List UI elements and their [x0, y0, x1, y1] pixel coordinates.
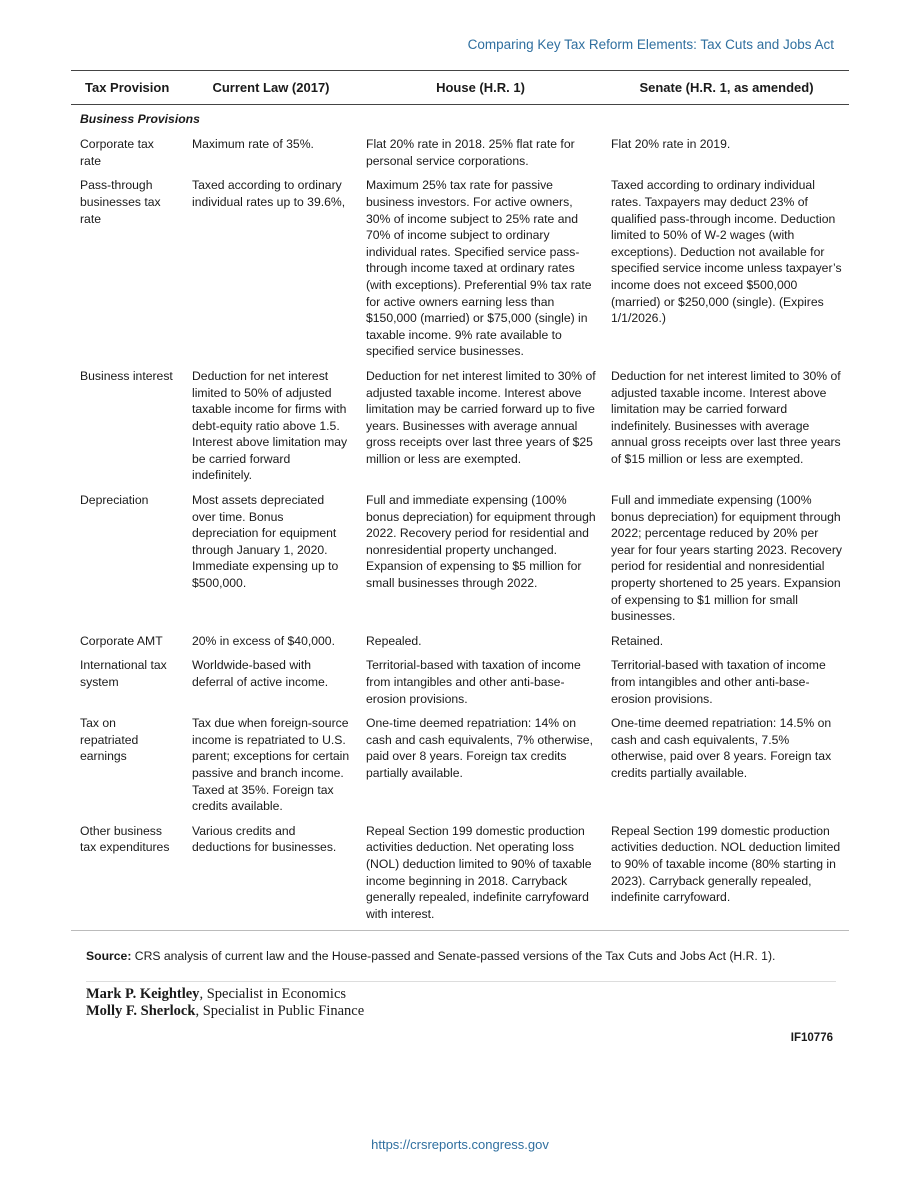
column-header-house: House (H.R. 1) [357, 71, 602, 104]
author-name: Molly F. Sherlock [86, 1003, 196, 1019]
cell-current-law: Taxed according to ordinary individual rates up to 39.6%, [192, 178, 346, 209]
cell-current-law: Deduction for net interest limited to 50% of adjusted taxable income for firms with debt-equity ratio above 1.5. Interest above limitation may be carried forward indefinitely. [192, 368, 348, 483]
cell-current-law: Tax due when foreign-source income is repatriated to U.S. parent; exceptions for certain passive and branch income. Taxed at 35%. Foreign tax credits available. [192, 716, 350, 814]
cell-senate: Territorial-based with taxation of income from intangibles and other anti-base-erosion provisions. [611, 658, 826, 706]
cell-current-law: 20% in excess of $40,000. [192, 633, 335, 648]
section-label-business-provisions: Business Provisions [80, 111, 200, 126]
table-row [71, 657, 849, 715]
author-entry [86, 986, 364, 1003]
cell-senate: Flat 20% rate in 2019. [611, 137, 731, 152]
running-header-title: Comparing Key Tax Reform Elements: Tax Cuts and Jobs Act [467, 37, 834, 52]
cell-provision: Business interest [80, 368, 173, 383]
source-note [86, 949, 836, 963]
cell-provision: Tax on repatriated earnings [80, 716, 139, 764]
cell-provision: Corporate tax rate [80, 137, 154, 168]
cell-house: Maximum 25% tax rate for passive business investors. For active owners, 30% of income subject to 25% rate and 70% of income subject to ordinary individual rates. Specified service pass-through income taxed at ordinary rates (with exceptions). Preferential 9% tax rate for active owners earning less than $150,000 (married) or $75,000 (single) in taxable income. 9% rate available to specified service businesses. [366, 178, 592, 359]
cell-house: Flat 20% rate in 2018. 25% flat rate for personal service corporations. [366, 137, 575, 168]
cell-provision: International tax system [80, 658, 167, 689]
footer-url-link[interactable]: https://crsreports.congress.gov [371, 1137, 549, 1152]
cell-senate: Repeal Section 199 domestic production activities deduction. NOL deduction limited to 90% of taxable income (80% starting in 2023). Carryback generally repealed, indefinite carryfoward. [611, 823, 841, 905]
report-id: IF10776 [790, 1032, 833, 1044]
table-row [71, 823, 849, 931]
cell-senate: Full and immediate expensing (100% bonus depreciation) for equipment through 2022; percentage reduced by 20% per year for four years starting 2023. Recovery period for residential and nonresidential property shortened to 25 years. Expansion of expensing to $1 million for small businesses. [611, 493, 842, 624]
comparison-table [71, 70, 849, 931]
cell-provision: Other business tax expenditures [80, 823, 170, 855]
cell-house: Deduction for net interest limited to 30% of adjusted taxable income. Interest above limitation may be carried forward up to five years. Businesses with average annual gross receipts over last three years of $25 million or less are exempted. [366, 368, 596, 466]
author-entry [86, 1003, 364, 1020]
source-divider [86, 981, 836, 982]
table-row [71, 715, 849, 823]
author-list [86, 986, 364, 1020]
table-row [71, 177, 849, 368]
cell-current-law: Worldwide-based with deferral of active income. [192, 658, 329, 689]
cell-current-law: Maximum rate of 35%. [192, 137, 314, 152]
cell-house: One-time deemed repatriation: 14% on cash and cash equivalents, 7% otherwise, paid over 8 years. Foreign tax credits partially available. [366, 716, 593, 780]
source-label: Source: [86, 949, 132, 963]
section-row [71, 104, 849, 136]
author-title: , Specialist in Public Finance [195, 1003, 365, 1019]
column-header-current-law: Current Law (2017) [183, 71, 357, 104]
cell-house: Repeal Section 199 domestic production activities deduction. Net operating loss (NOL) deduction limited to 90% of taxable income beginning in 2018. Carryback generally repealed, indefinite carryfoward with interest. [366, 823, 592, 921]
table-row [71, 368, 849, 492]
cell-house: Repealed. [366, 633, 422, 648]
cell-provision: Corporate AMT [80, 633, 163, 648]
cell-provision: Pass-through businesses tax rate [80, 178, 161, 226]
column-header-senate: Senate (H.R. 1, as amended) [602, 71, 849, 104]
table-bottom-rule [71, 930, 849, 931]
cell-senate: One-time deemed repatriation: 14.5% on cash and cash equivalents, 7.5% otherwise, paid over 8 years. Foreign tax credits partially available. [611, 716, 832, 780]
cell-senate: Taxed according to ordinary individual rates. Taxpayers may deduct 23% of qualified pass-through income. Deduction limited to 50% of W-2 wages (with exceptions). Deduction not available for specified service income unless taxpayer’s income does not exceed $500,000 (married) or $250,000 (single). (Expires 1/1/2026.) [611, 178, 842, 326]
cell-current-law: Most assets depreciated over time. Bonus depreciation for equipment through January 1, 2020. Immediate expensing up to $500,000. [192, 493, 339, 591]
table-header-row [71, 71, 849, 104]
table-row [71, 633, 849, 658]
cell-senate: Deduction for net interest limited to 30% of adjusted taxable income. Interest above limitation may be carried forward indefinitely. Businesses with average annual gross receipts over last three years of $15 million or less are exempted. [611, 368, 841, 466]
table-row [71, 136, 849, 177]
cell-house: Territorial-based with taxation of income from intangibles and other anti-base-erosion provisions. [366, 658, 581, 706]
cell-current-law: Various credits and deductions for businesses. [192, 823, 337, 855]
source-text: CRS analysis of current law and the House-passed and Senate-passed versions of the Tax Cuts and Jobs Act (H.R. 1). [134, 949, 776, 963]
cell-senate: Retained. [611, 633, 664, 648]
table-row [71, 492, 849, 633]
column-header-provision: Tax Provision [71, 71, 183, 104]
cell-provision: Depreciation [80, 493, 149, 508]
cell-house: Full and immediate expensing (100% bonus depreciation) for equipment through 2022. Recovery period for residential and nonresidential property unchanged. Expansion of expensing to $5 million for small businesses through 2022. [366, 493, 596, 591]
author-title: , Specialist in Economics [199, 986, 347, 1002]
author-name: Mark P. Keightley [86, 986, 200, 1002]
